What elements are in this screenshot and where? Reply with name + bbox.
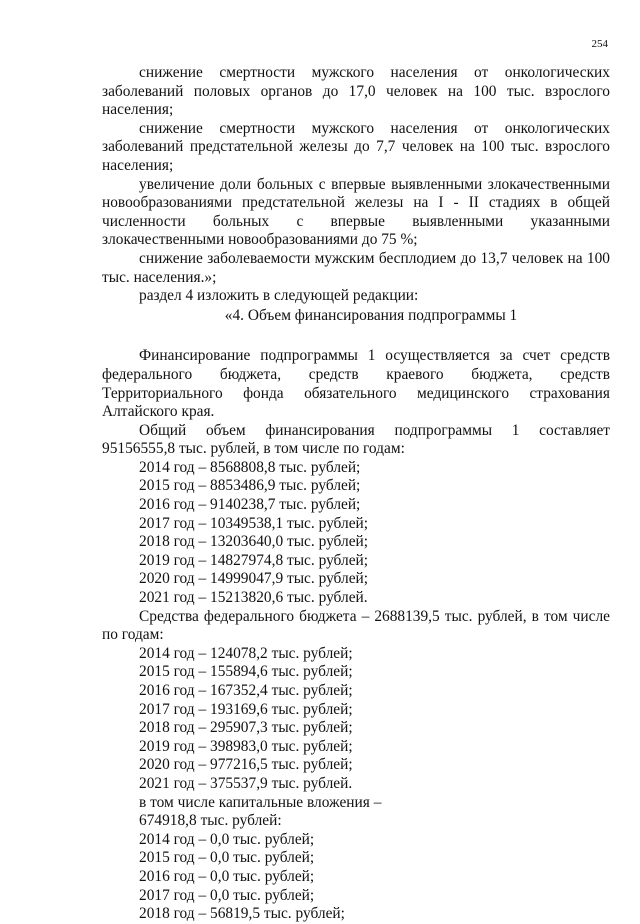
list-item: 2015 год – 155894,6 тыс. рублей; — [139, 663, 353, 681]
federal-by-year-list — [102, 645, 610, 794]
list-item: 2021 год – 15213820,6 тыс. рублей. — [139, 589, 368, 607]
list-item: 2014 год – 0,0 тыс. рублей; — [139, 830, 315, 848]
list-item: 2018 год – 13203640,0 тыс. рублей; — [139, 533, 369, 551]
list-item: 2018 год – 56819,5 тыс. рублей; — [139, 905, 345, 923]
list-item: 2019 год – 14827974,8 тыс. рублей; — [139, 551, 369, 569]
list-item: 2021 год – 375537,9 тыс. рублей. — [139, 774, 353, 792]
section-heading: «4. Объем финансирования подпрограммы 1 — [224, 306, 518, 324]
capital-line: 674918,8 тыс. рублей: — [139, 812, 282, 830]
list-item: 2019 год – 398983,0 тыс. рублей; — [139, 737, 353, 755]
list-item: 2020 год – 977216,5 тыс. рублей; — [139, 756, 353, 774]
list-item: 2016 год – 9140238,7 тыс. рублей; — [139, 496, 361, 514]
federal-paragraph: Средства федерального бюджета – 2688139,5 тыс. рублей, в том числе по годам: — [102, 607, 610, 644]
total-by-year-list — [102, 459, 610, 608]
list-item: 2018 год – 295907,3 тыс. рублей; — [139, 719, 353, 737]
list-item: 2015 год – 8853486,9 тыс. рублей; — [139, 477, 361, 495]
list-item: 2017 год – 193169,6 тыс. рублей; — [139, 700, 353, 718]
list-item: 2016 год – 0,0 тыс. рублей; — [139, 867, 315, 885]
paragraph: снижение заболеваемости мужским бесплодием до 13,7 человек на 100 тыс. населения.»; — [102, 249, 610, 286]
paragraph: увеличение доли больных с впервые выявленными злокачественными новообразованиями предстательной железы на I - II стадиях в общей численности больных с впервые выявленными указанными злокачественными новообразованиями до 75 %; — [102, 175, 610, 249]
list-item: 2014 год – 124078,2 тыс. рублей; — [139, 644, 353, 662]
list-item: 2020 год – 14999047,9 тыс. рублей; — [139, 570, 369, 588]
paragraph: раздел 4 изложить в следующей редакции: — [139, 287, 419, 305]
paragraph: снижение смертности мужского населения от онкологических заболеваний половых органов до 17,0 человек на 100 тыс. взрослого населения; — [102, 64, 610, 119]
document-body — [102, 64, 610, 924]
total-line: 95156555,8 тыс. рублей, в том числе по годам: — [102, 440, 405, 458]
capital-by-year-list — [102, 831, 610, 924]
financing-paragraph: Финансирование подпрограммы 1 осуществляется за счет средств федерального бюджета, средств краевого бюджета, средств Территориального фонда обязательного медицинского страхования Алтайского края. — [102, 347, 610, 421]
list-item: 2017 год – 10349538,1 тыс. рублей; — [139, 514, 369, 532]
page-number: 254 — [591, 38, 608, 50]
paragraph: снижение смертности мужского населения от онкологических заболеваний предстательной железы до 7,7 человек на 100 тыс. взрослого населения; — [102, 119, 610, 174]
list-item: 2017 год – 0,0 тыс. рублей; — [139, 886, 315, 904]
list-item: 2015 год – 0,0 тыс. рублей; — [139, 849, 315, 867]
list-item: 2014 год – 8568808,8 тыс. рублей; — [139, 458, 361, 476]
list-item: 2016 год – 167352,4 тыс. рублей; — [139, 682, 353, 699]
spacer — [102, 325, 610, 347]
total-line: Общий объем финансирования подпрограммы 1 составляет — [139, 421, 610, 439]
capital-line: в том числе капитальные вложения – — [139, 793, 382, 811]
